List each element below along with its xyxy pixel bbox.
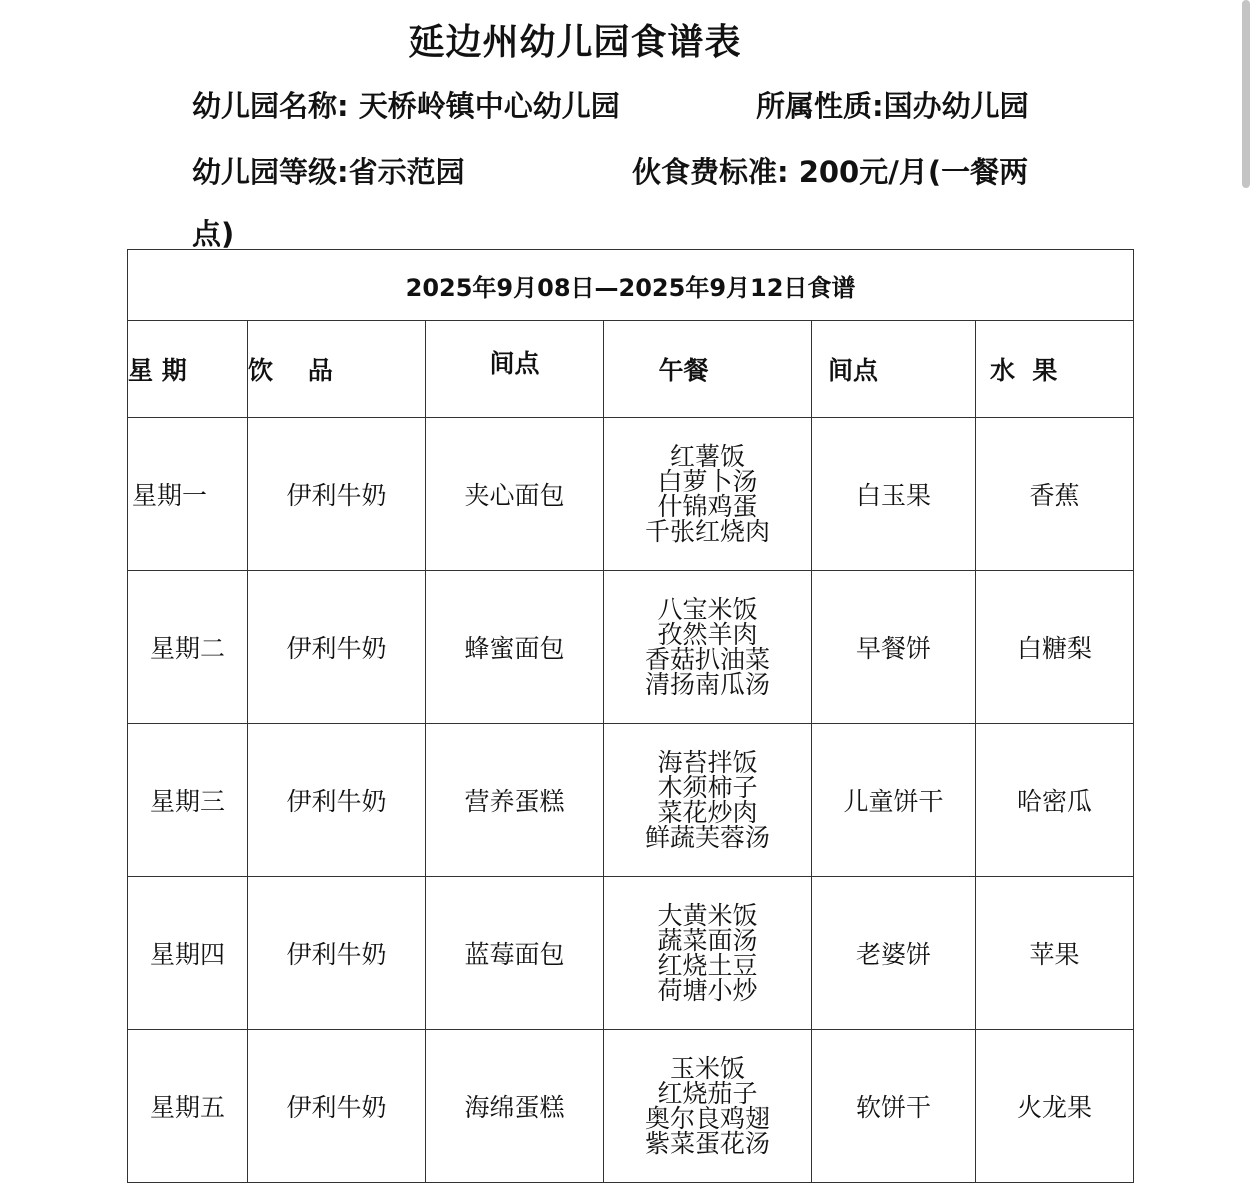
lunch-dish: 大黄米饭 [657, 901, 758, 930]
kindergarten-nature: 所属性质:国办幼儿园 [756, 89, 1029, 123]
drink-cell: 伊利牛奶 [248, 724, 426, 877]
lunch-dish: 什锦鸡蛋 [657, 492, 758, 521]
lunch-cell [604, 418, 812, 571]
lunch-dish: 菜花炒肉 [657, 798, 758, 827]
drink-cell: 伊利牛奶 [248, 877, 426, 1030]
meal-fee-standard-cont: 点) [192, 217, 235, 251]
snack-morning-cell: 海绵蛋糕 [426, 1030, 604, 1183]
lunch-dish-list [604, 597, 811, 697]
day-cell: 星期三 [128, 724, 248, 877]
drink-cell: 伊利牛奶 [248, 571, 426, 724]
lunch-cell [604, 571, 812, 724]
lunch-dish: 紫菜蛋花汤 [644, 1129, 770, 1158]
lunch-dish: 木须柿子 [657, 773, 758, 802]
lunch-dish: 香菇扒油菜 [644, 645, 770, 674]
drink-cell: 伊利牛奶 [248, 1030, 426, 1183]
kindergarten-name: 幼儿园名称: 天桥岭镇中心幼儿园 [192, 89, 620, 123]
table-row [128, 877, 1134, 1030]
table-row [128, 571, 1134, 724]
lunch-dish: 红烧土豆 [657, 951, 758, 980]
header-drink: 饮 品 [248, 321, 426, 418]
fruit-cell: 哈密瓜 [976, 724, 1134, 877]
lunch-dish: 蔬菜面汤 [657, 926, 758, 955]
date-range-row [128, 250, 1134, 321]
menu-table [127, 249, 1134, 1183]
lunch-dish: 红薯饭 [669, 442, 745, 471]
lunch-dish: 海苔拌饭 [657, 748, 758, 777]
snack-morning-cell: 营养蛋糕 [426, 724, 604, 877]
table-row [128, 418, 1134, 571]
lunch-dish: 奥尔良鸡翅 [644, 1104, 770, 1133]
header-day: 星 期 [128, 321, 248, 418]
header-row [128, 321, 1134, 418]
drink-cell: 伊利牛奶 [248, 418, 426, 571]
lunch-dish-list [604, 750, 811, 850]
lunch-dish: 荷塘小炒 [657, 976, 758, 1005]
snack-afternoon-cell: 软饼干 [812, 1030, 976, 1183]
vertical-scrollbar[interactable] [1242, 0, 1250, 188]
table-row [128, 1030, 1134, 1183]
lunch-dish-list [604, 444, 811, 544]
snack-afternoon-cell: 老婆饼 [812, 877, 976, 1030]
snack-afternoon-cell: 早餐饼 [812, 571, 976, 724]
fruit-cell: 苹果 [976, 877, 1134, 1030]
day-cell: 星期一 [128, 418, 248, 571]
lunch-dish: 白萝卜汤 [657, 467, 758, 496]
table-row [128, 724, 1134, 877]
lunch-dish: 红烧茄子 [657, 1079, 758, 1108]
date-range: 2025年9月08日—2025年9月12日食谱 [128, 250, 1134, 321]
lunch-dish: 千张红烧肉 [644, 517, 770, 546]
lunch-dish-list [604, 903, 811, 1003]
lunch-dish: 孜然羊肉 [657, 620, 758, 649]
snack-morning-cell: 蜂蜜面包 [426, 571, 604, 724]
lunch-dish: 玉米饭 [669, 1054, 745, 1083]
lunch-cell [604, 724, 812, 877]
snack-morning-cell: 蓝莓面包 [426, 877, 604, 1030]
snack-afternoon-cell: 儿童饼干 [812, 724, 976, 877]
lunch-dish: 八宝米饭 [657, 595, 758, 624]
header-snack-afternoon: 间点 [812, 321, 976, 418]
snack-afternoon-cell: 白玉果 [812, 418, 976, 571]
header-fruit: 水 果 [976, 321, 1134, 418]
lunch-dish-list [604, 1056, 811, 1156]
day-cell: 星期二 [128, 571, 248, 724]
fruit-cell: 香蕉 [976, 418, 1134, 571]
day-cell: 星期四 [128, 877, 248, 1030]
header-lunch: 午餐 [604, 321, 812, 418]
fruit-cell: 火龙果 [976, 1030, 1134, 1183]
snack-morning-cell: 夹心面包 [426, 418, 604, 571]
meal-fee-standard: 伙食费标准: 200元/月(一餐两 [632, 155, 1029, 189]
lunch-dish: 清扬南瓜汤 [644, 670, 770, 699]
day-cell: 星期五 [128, 1030, 248, 1183]
lunch-cell [604, 877, 812, 1030]
header-snack-morning: 间点 [426, 321, 604, 418]
page-title: 延边州幼儿园食谱表 [408, 22, 742, 63]
fruit-cell: 白糖梨 [976, 571, 1134, 724]
lunch-cell [604, 1030, 812, 1183]
kindergarten-level: 幼儿园等级:省示范园 [192, 155, 465, 189]
lunch-dish: 鲜蔬芙蓉汤 [644, 823, 770, 852]
